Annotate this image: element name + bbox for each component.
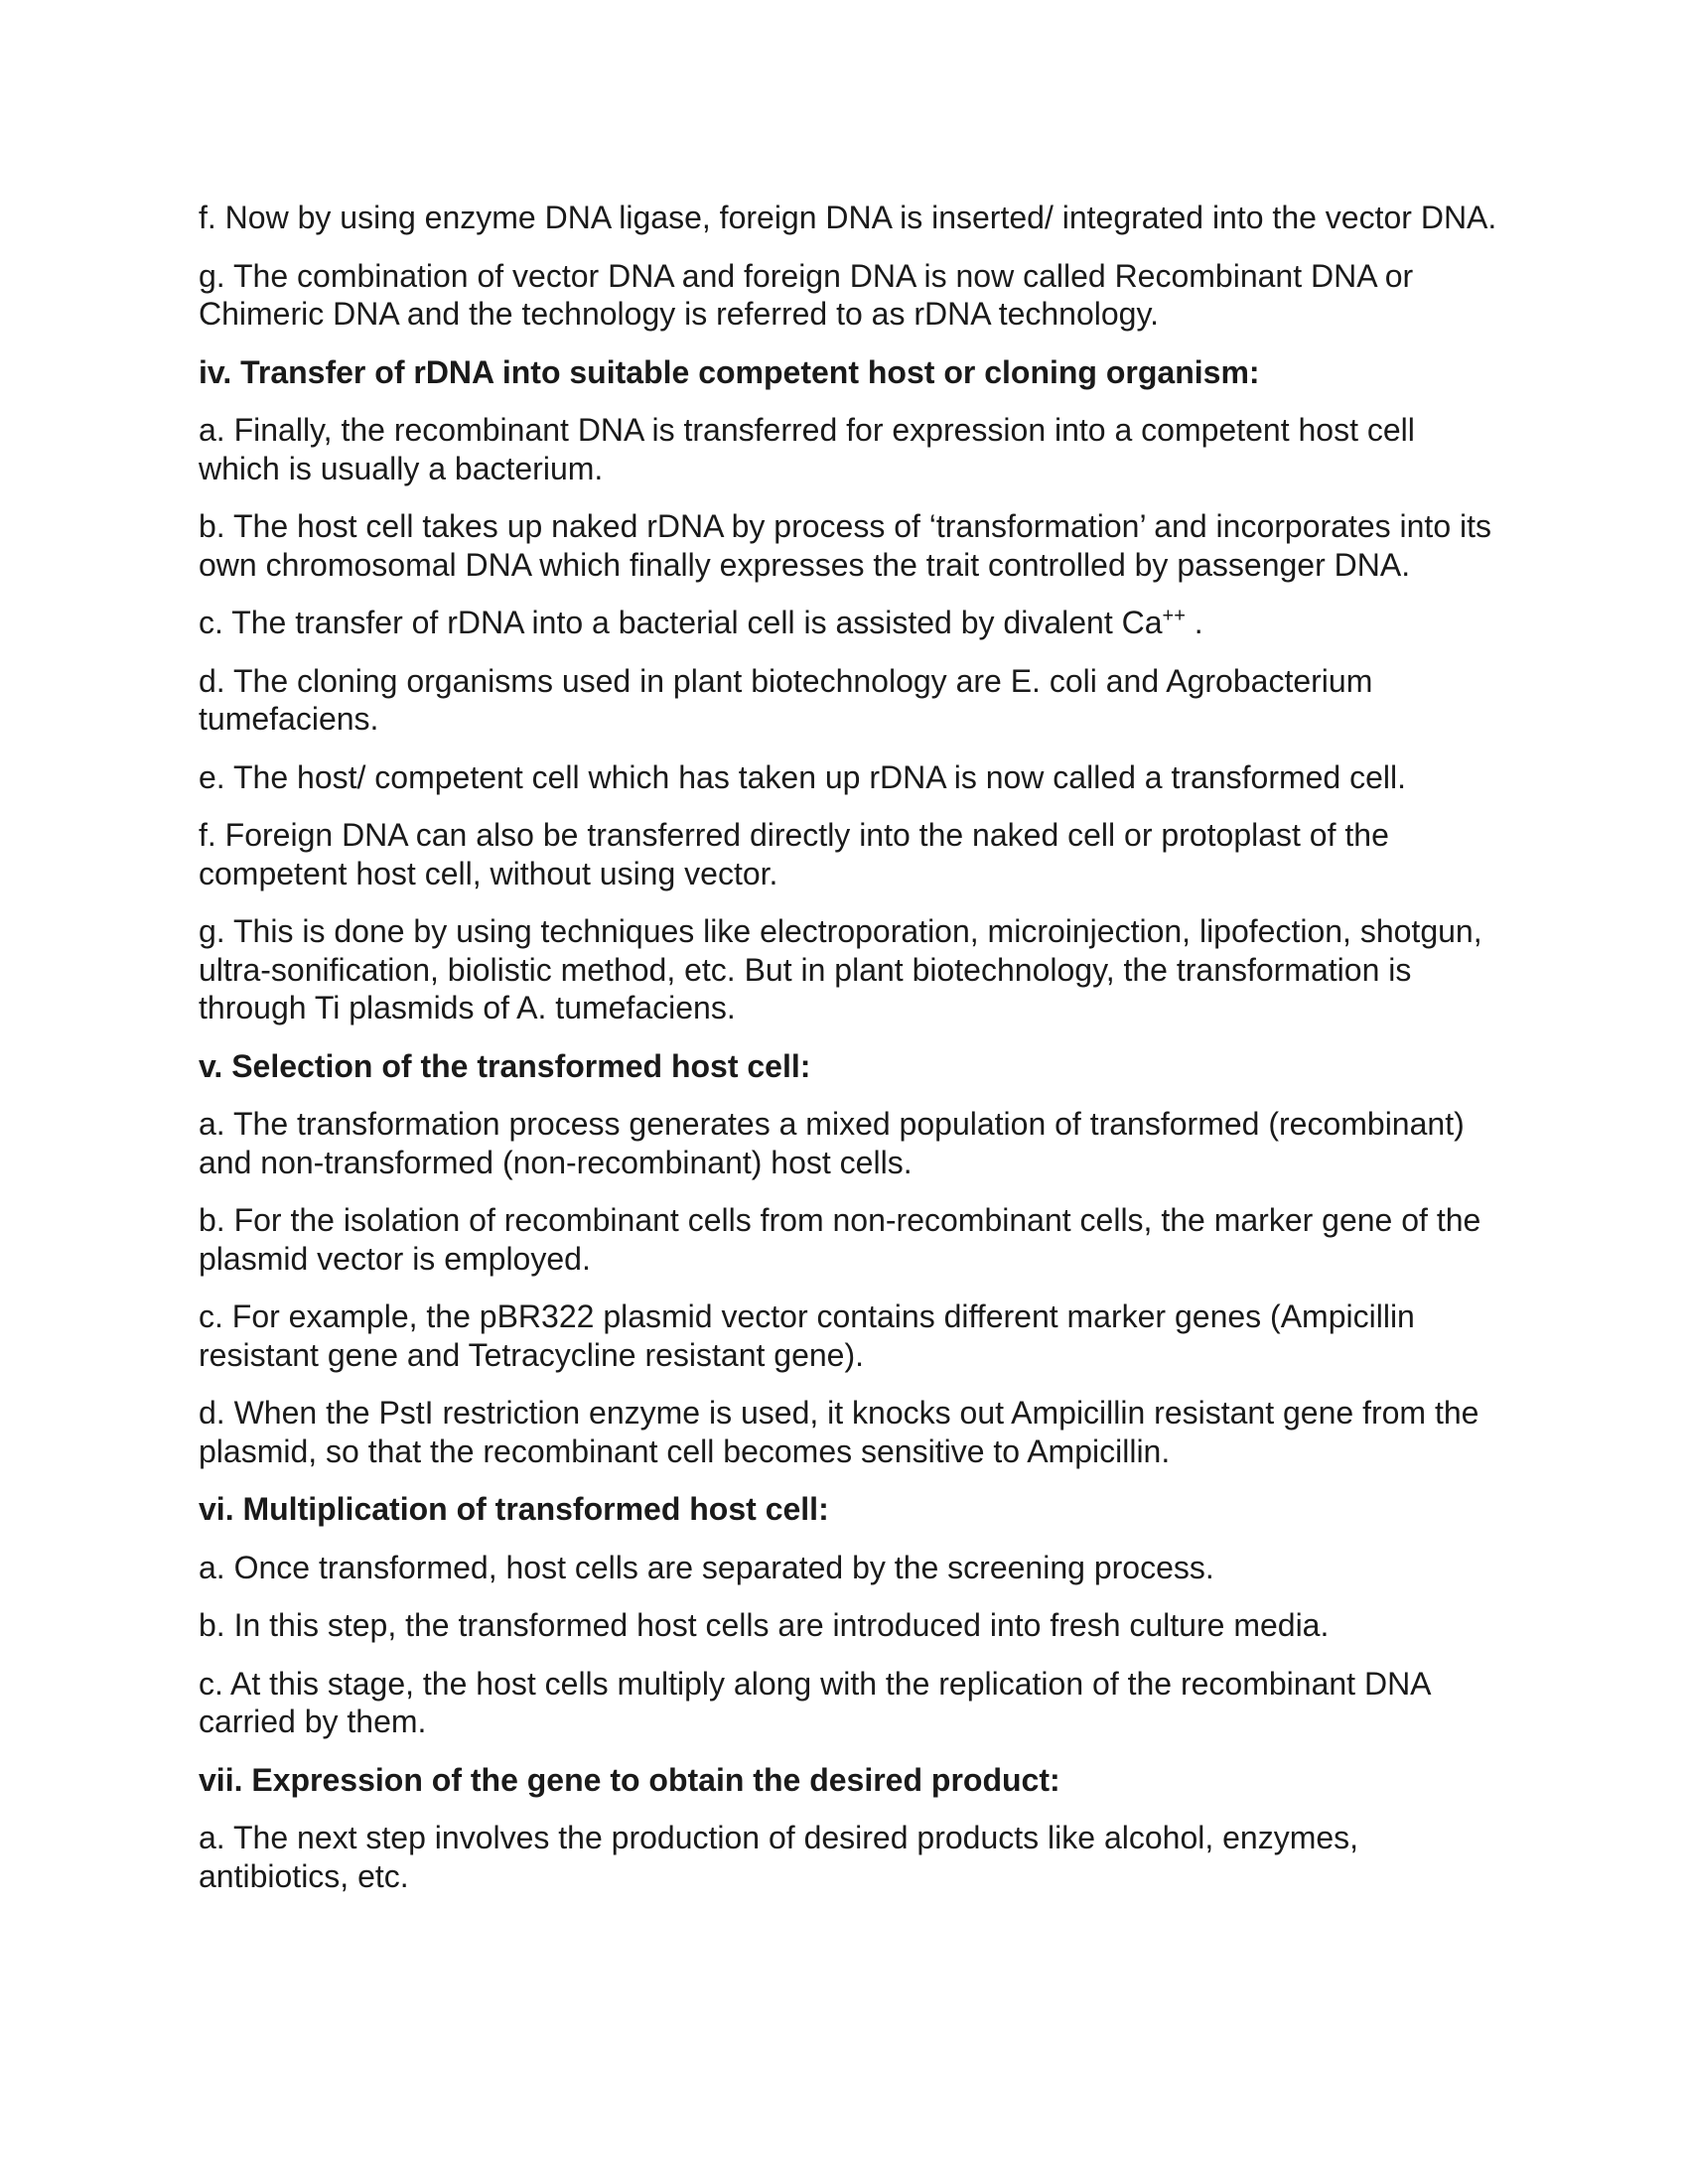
paragraph: b. In this step, the transformed host cells are introduced into fresh culture media. xyxy=(199,1607,1330,1643)
paragraph: b. For the isolation of recombinant cells from non-recombinant cells, the marker gene of the plasmid vector is employed. xyxy=(199,1202,1481,1277)
section-heading: vi. Multiplication of transformed host cell: xyxy=(199,1491,829,1527)
paragraph: c. At this stage, the host cells multiply along with the replication of the recombinant DNA carried by them. xyxy=(199,1665,1430,1739)
section-heading: v. Selection of the transformed host cell: xyxy=(199,1047,811,1084)
paragraph: e. The host/ competent cell which has taken up rDNA is now called a transformed cell. xyxy=(199,758,1407,795)
paragraph: f. Now by using enzyme DNA ligase, foreign DNA is inserted/ integrated into the vector DNA. xyxy=(199,200,1497,235)
paragraph: d. The cloning organisms used in plant biotechnology are E. coli and Agrobacterium tumefaciens. xyxy=(199,662,1373,737)
paragraph: a. Once transformed, host cells are separated by the screening process. xyxy=(199,1549,1214,1585)
section-heading: vii. Expression of the gene to obtain the desired product: xyxy=(199,1761,1060,1798)
paragraph xyxy=(199,604,1499,642)
document-page xyxy=(199,199,1499,1915)
paragraph: d. When the PstI restriction enzyme is used, it knocks out Ampicillin resistant gene from the plasmid, so that the recombinant cell becomes sensitive to Ampicillin. xyxy=(199,1395,1479,1469)
paragraph-text: c. The transfer of rDNA into a bacterial cell is assisted by divalent Ca xyxy=(199,605,1163,640)
paragraph: b. The host cell takes up naked rDNA by process of ‘transformation’ and incorporates into its own chromosomal DNA which finally expresses the trait controlled by passenger DNA. xyxy=(199,508,1491,583)
paragraph: c. For example, the pBR322 plasmid vector contains different marker genes (Ampicillin resistant gene and Tetracycline resistant gene). xyxy=(199,1298,1415,1373)
paragraph: a. The transformation process generates a mixed population of transformed (recombinant) and non-transformed (non-recombinant) host cells. xyxy=(199,1106,1465,1180)
paragraph: a. Finally, the recombinant DNA is transferred for expression into a competent host cell which is usually a bacterium. xyxy=(199,412,1415,486)
superscript: ++ xyxy=(1162,605,1186,627)
paragraph: g. The combination of vector DNA and foreign DNA is now called Recombinant DNA or Chimeric DNA and the technology is referred to as rDNA technology. xyxy=(199,257,1414,332)
paragraph: g. This is done by using techniques like electroporation, microinjection, lipofection, shotgun, ultra-sonification, biolistic method, etc. But in plant biotechnology, the transformation is through Ti plasmids of A. tumefaciens. xyxy=(199,913,1482,1025)
section-heading: iv. Transfer of rDNA into suitable competent host or cloning organism: xyxy=(199,353,1260,390)
paragraph: a. The next step involves the production of desired products like alcohol, enzymes, antibiotics, etc. xyxy=(199,1820,1359,1894)
paragraph-text: . xyxy=(1185,605,1203,640)
paragraph: f. Foreign DNA can also be transferred directly into the naked cell or protoplast of the competent host cell, without using vector. xyxy=(199,817,1389,891)
